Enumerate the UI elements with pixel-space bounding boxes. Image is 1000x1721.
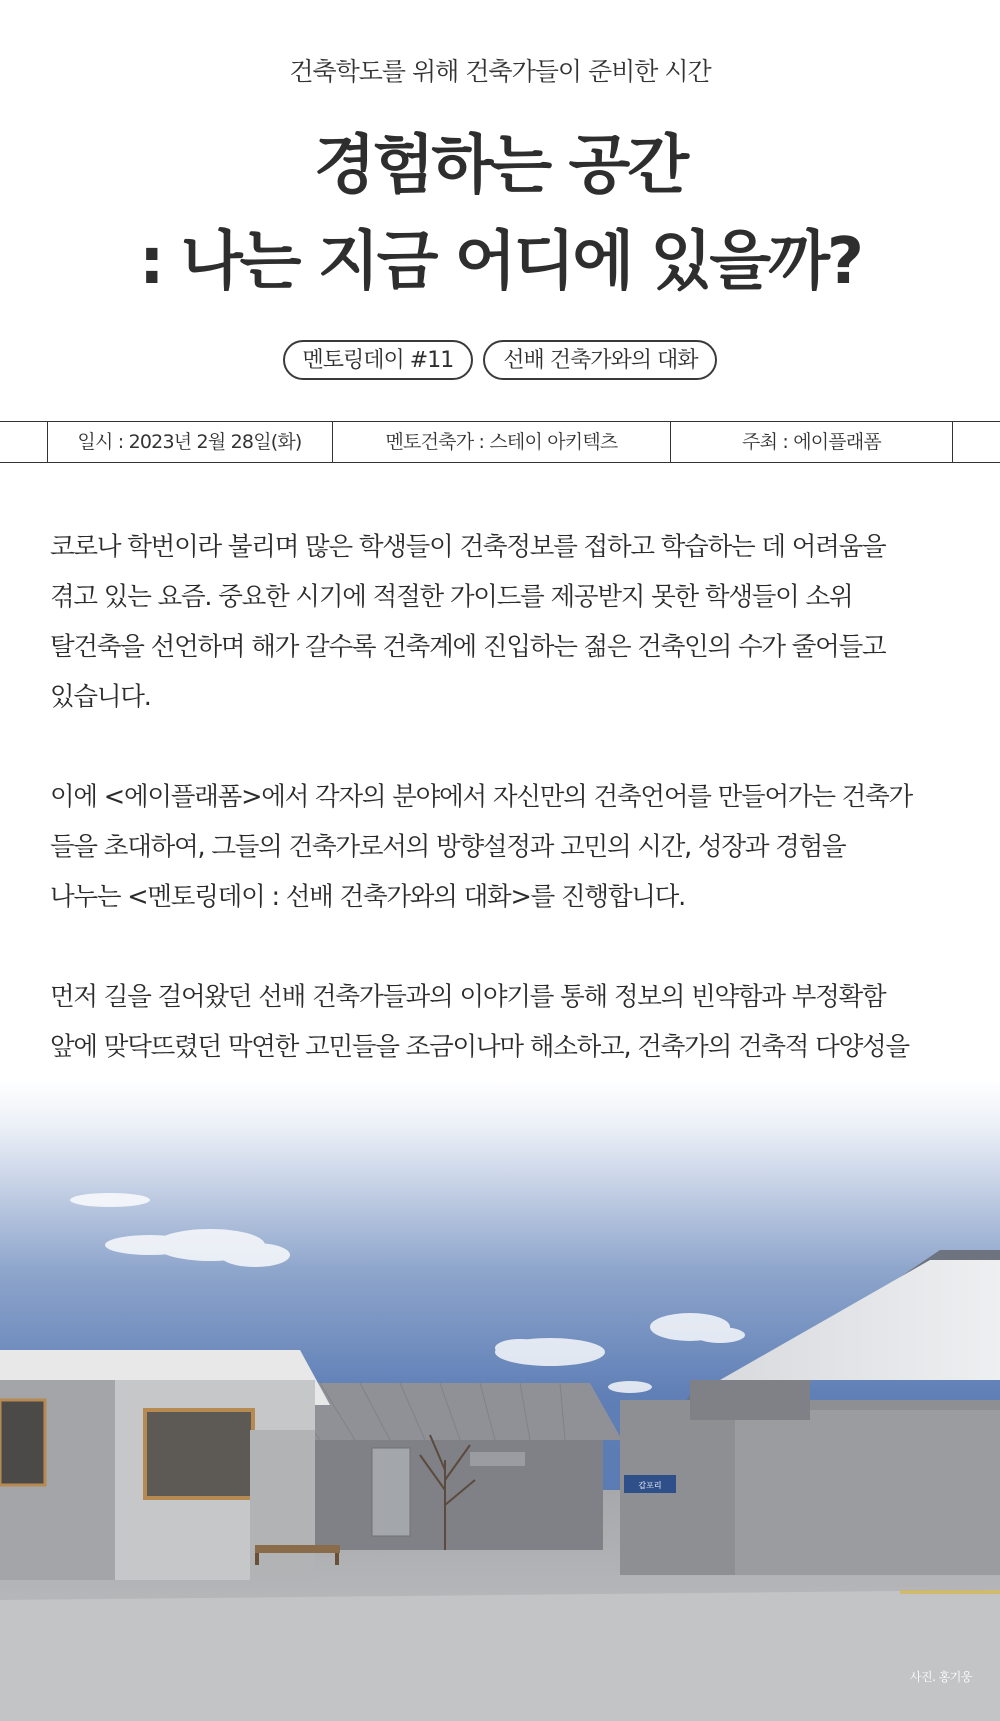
text-line: 앞에 맞닥뜨렸던 막연한 고민들을 조금이나마 해소하고, 건축가의 건축적 다양성을	[50, 1032, 909, 1062]
text-line: 나누는 <멘토링데이 : 선배 건축가와의 대화>를 진행합니다.	[50, 882, 686, 912]
event-host: 주최 : 에이플래폼	[742, 431, 881, 453]
glass-block-window	[372, 1448, 410, 1536]
text-line: 있습니다.	[50, 682, 151, 712]
photo-credit: 사진. 홍기웅	[909, 1670, 972, 1684]
wooden-bench	[255, 1545, 340, 1553]
text-line: 이에 <에이플래폼>에서 각자의 분야에서 자신만의 건축언어를 만들어가는 건축가	[50, 782, 912, 812]
event-date: 일시 : 2023년 2월 28일(화)	[77, 431, 302, 453]
tag-mentoring-day: 멘토링데이 #11	[283, 340, 474, 380]
paragraph-1	[50, 522, 950, 722]
text-line: 겪고 있는 요즘. 중요한 시기에 적절한 가이드를 제공받지 못한 학생들이 소위	[50, 582, 853, 612]
page-subtitle: 건축학도를 위해 건축가들이 준비한 시간	[289, 57, 711, 86]
architecture-photo	[0, 1080, 1000, 1721]
page-title	[0, 118, 1000, 310]
title-line-1: 경험하는 공간	[313, 129, 687, 203]
title-line-2: : 나는 지금 어디에 있을까?	[138, 225, 862, 299]
text-line: 코로나 학번이라 불리며 많은 학생들이 건축정보를 접하고 학습하는 데 어려움을	[50, 532, 886, 562]
paragraph-2	[50, 772, 950, 922]
center-building-wall	[300, 1440, 603, 1550]
text-line: 들을 초대하여, 그들의 건축가로서의 방향설정과 고민의 시간, 성장과 경험을	[50, 832, 846, 862]
tag-senior-talk: 선배 건축가와의 대화	[483, 340, 717, 380]
photo-illustration	[0, 1080, 1000, 1721]
info-divider	[952, 422, 953, 462]
description	[50, 522, 950, 1172]
event-info-bar	[0, 421, 1000, 463]
text-line: 탈건축을 선언하며 해가 갈수록 건축계에 진입하는 젊은 건축인의 수가 줄어들고	[50, 632, 886, 662]
sign-text: 갑포리	[638, 1481, 662, 1490]
left-building-window	[145, 1410, 253, 1498]
text-line: 먼저 길을 걸어왔던 선배 건축가들과의 이야기를 통해 정보의 빈약함과 부정확함	[50, 982, 886, 1012]
tag-list	[0, 340, 1000, 380]
event-mentor: 멘토건축가 : 스테이 아키텍츠	[385, 431, 618, 453]
